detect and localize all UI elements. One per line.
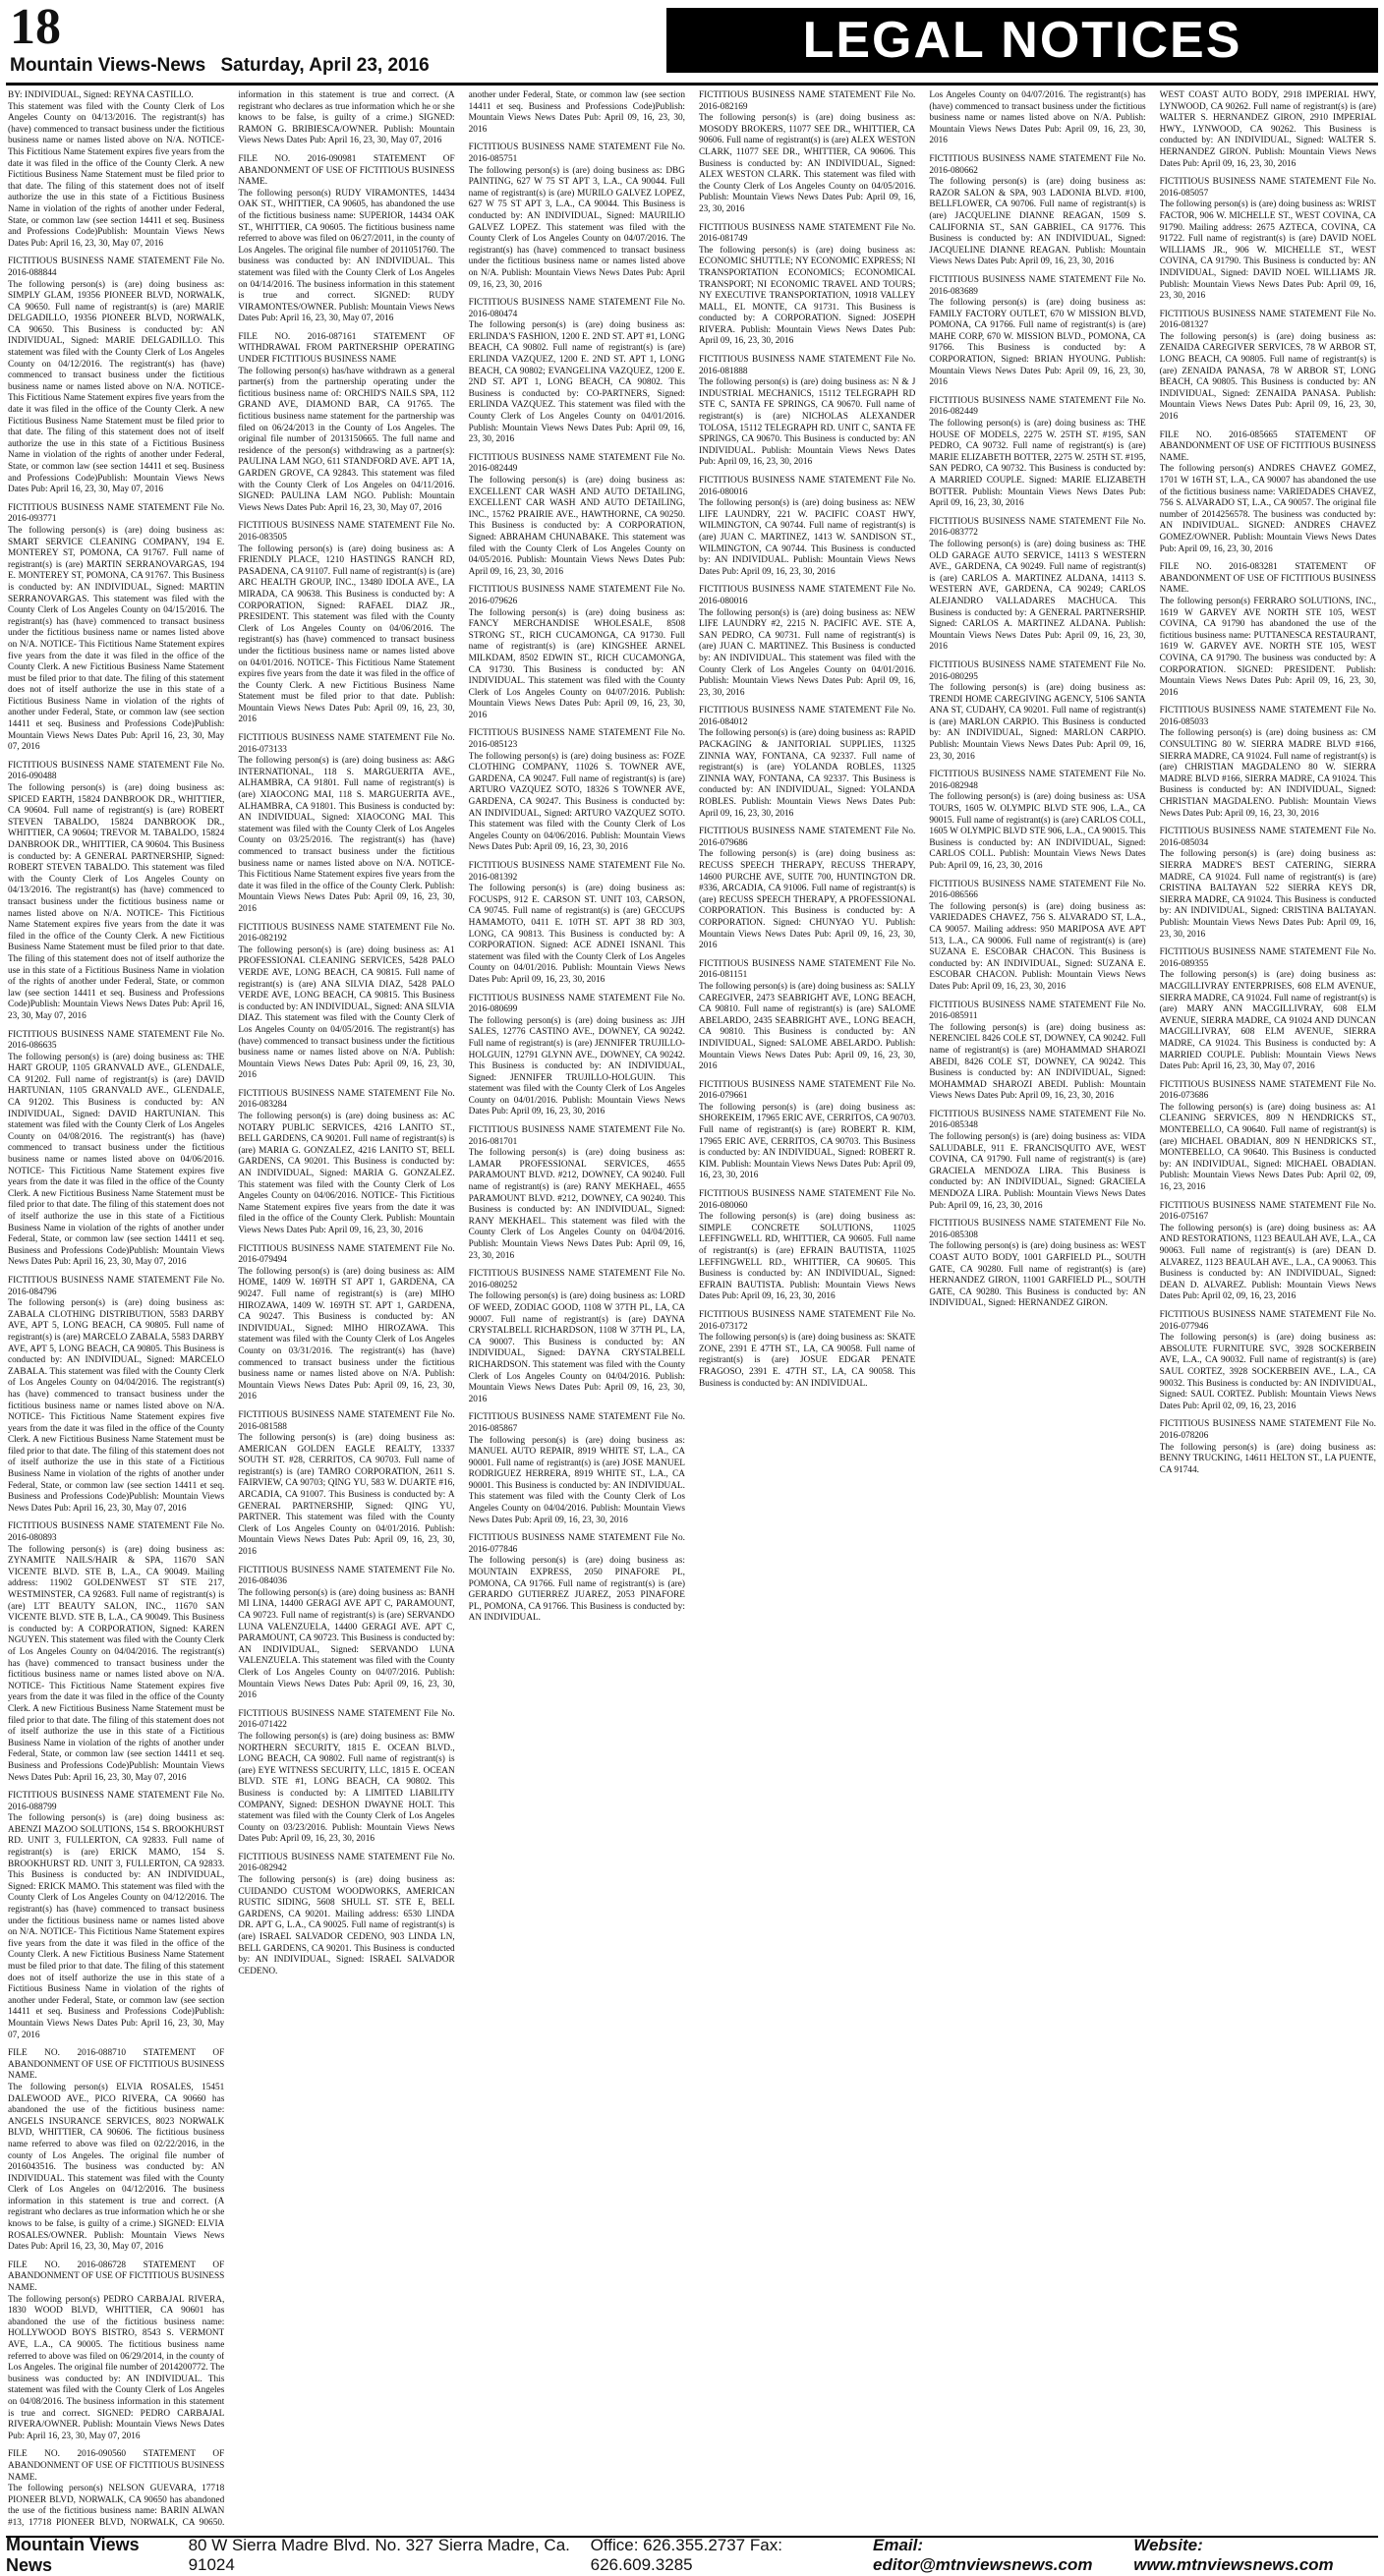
notice-heading: FICTITIOUS BUSINESS NAME STATEMENT File No. 2016-084012 <box>698 706 916 727</box>
legal-notice <box>699 706 915 820</box>
notice-body: The following person(s) is (are) doing business as: AIM HOME, 1409 W. 169TH ST APT 1, GARDENA, CA 90247. Full name of registrant(s) is (are) MIHO HIROZAWA, 1409 W. 169TH ST. APT 1, GARDENA, CA 90247. This Business is conducted by: AN INDIVIDUAL, Signed: MIHO HIROZAWA. This statement was filed with the County Clerk of Los Angeles County on 03/31/2016. The registrant(s) has (have) commenced to transact business under the fictitious business name or names listed above on N/A. Publish: Mountain Views News Dates Pub: April 09, 16, 23, 30, 2016 <box>238 1266 455 1402</box>
legal-notice <box>8 761 224 1023</box>
notice-heading: FICTITIOUS BUSINESS NAME STATEMENT File No. 2016-079661 <box>698 1079 916 1102</box>
notice-heading: FICTITIOUS BUSINESS NAME STATEMENT File No. 2016-079626 <box>468 585 685 606</box>
notice-body: The following person(s) PEDRO CARBAJAL RIVERA, 1830 WOOD BLVD, WHITTIER, CA 90601 has abandoned the use of the fictitious business name: HOLLYWOOD BOYS BISTRO, 8543 S. VERMONT AVE, L.A., CA 90005. The fictitious business name referred to above was filed on 06/29/2014, in the county of Los Angeles. The original file number of 2014200772. The business was conducted by: AN INDIVIDUAL. This statement was filed with the County Clerk of Los Angeles on 04/08/2016. The business information in this statement is true and correct. SIGNED: PEDRO CARBAJAL RIVERA/OWNER. Publish: Mountain Views News Dates Pub: April 16, 23, 30, May 07, 2016 <box>8 2294 225 2441</box>
notice-heading: FICTITIOUS BUSINESS NAME STATEMENT File No. 2016-082192 <box>238 922 455 945</box>
notice-heading: FICTITIOUS BUSINESS NAME STATEMENT File No. 2016-084796 <box>8 1275 225 1297</box>
notice-heading: FICTITIOUS BUSINESS NAME STATEMENT File No. 2016-081888 <box>698 355 916 376</box>
legal-notice <box>8 1791 224 2041</box>
notice-heading: FICTITIOUS BUSINESS NAME STATEMENT File No. 2016-082169 <box>698 90 916 112</box>
legal-notice <box>238 1410 454 1559</box>
notice-heading: FICTITIOUS BUSINESS NAME STATEMENT File No. 2016-086635 <box>8 1029 225 1052</box>
notice-heading: FICTITIOUS BUSINESS NAME STATEMENT File No. 2016-081327 <box>1159 309 1376 331</box>
legal-notice <box>699 585 915 699</box>
notice-body: The following person(s) is (are) doing business as: CM CONSULTING 80 W. SIERRA MADRE BLVD #166, SIERRA MADRE, CA 91024. Full name of registrant(s) is (are) CHRISTIAN MAGDALENO 80 W. SIERRA MADRE BLVD #166, SIERRA MADRE, CA 91024. This Business is conducted by: AN INDIVIDUAL, Signed: CHRISTIAN MAGDALENO. Publish: Mountain Views News Dates Pub: April 09, 16, 23, 30, 2016 <box>1159 728 1376 819</box>
notice-body: The following person(s) is (are) doing business as: AA AND RESTORATIONS, 1123 BEAULAH AVE, L.A., CA 90063. Full name of registrant(s) is (are) DEAN D. ALVAREZ, 1123 BEAULAH AVE., L.A., CA 90063. This Business is conducted by: AN INDIVIDUAL, Signed: DEAN D. ALVAREZ. Publish: Mountain Views News Dates Pub: April 02, 09, 16, 23, 2016 <box>1159 1223 1376 1302</box>
notice-heading: BY: INDIVIDUAL, Signed: REYNA CASTILLO. <box>8 90 194 100</box>
notice-body: The following person(s) is (are) doing business as: CUIDANDO CUSTOM WOODWORKS, AMERICAN RUSTIC SIDING, 5608 SHULL ST. STE E, BELL GARDENS, CA 90201. Mailing address: 6530 LINDA DR. APT G, L.A., CA 90025. Full name of registrant(s) is (are) ISRAEL SALVADOR CEDENO, 903 LINDA LN, BELL GARDENS, CA 90201. This Business is conducted by: AN INDIVIDUAL, Signed: ISRAEL SALVADOR CEDENO. <box>238 1875 455 1976</box>
legal-notice <box>238 1566 454 1702</box>
legal-notice <box>8 1030 224 1269</box>
legal-notice <box>929 517 1145 654</box>
legal-notice <box>699 1189 915 1303</box>
legal-notice <box>238 923 454 1082</box>
notice-heading: FICTITIOUS BUSINESS NAME STATEMENT File No. 2016-085034 <box>1159 827 1376 848</box>
notice-body: The following person(s) is (are) doing business as: SKATE ZONE, 2391 E 47TH ST., LA, CA 90058. Full name of registrant(s) is (are) JOSUE EDGAR PENATE FRAGOSO, 2391 E. 47TH ST., LA, CA 90058. This Business is conducted by: AN INDIVIDUAL. <box>698 1333 916 1389</box>
section-banner: LEGAL NOTICES <box>666 8 1378 73</box>
notice-heading: FICTITIOUS BUSINESS NAME STATEMENT File No. 2016-079686 <box>698 827 916 848</box>
footer-email[interactable]: Email: editor@mtnviewsnews.com <box>873 2536 1093 2574</box>
notice-body: The following person(s) is (are) doing business as: VIDA SALUDABLE, 911 E. FRANCISQUITO AVE, WEST COVINA, CA 91790. Full name of registrant(s) is (are) GRACIELA MENDOZA LIRA. This Business is conducted by: AN INDIVIDUAL, Signed: GRACIELA MENDOZA LIRA. Publish: Mountain Views News Dates Pub: April 09, 16, 23, 30, 2016 <box>929 1132 1146 1211</box>
legal-notice <box>1160 706 1376 820</box>
notice-body: The following person(s) is (are) doing business as: MOUNTAIN EXPRESS, 2050 PINAFORE PL, POMONA, CA 91766. Full name of registrant(s) is (are) GERARDO GUTIERREZ JUAREZ, 2053 PINAFORE PL, POMONA, CA 91766. This Business is conducted by: AN INDIVIDUAL. <box>468 1556 685 1624</box>
notice-heading: FICTITIOUS BUSINESS NAME STATEMENT File No. 2016-079494 <box>238 1243 455 1266</box>
notice-body: The following person(s) is (are) doing business as: FAMILY FACTORY OUTLET, 670 W MISSION BLVD, POMONA, CA 91766. Full name of registrant(s) is (are) MAHE CORP, 670 W. MISSION BLVD., POMONA, CA 91766. This Business is conducted by: A CORPORATION, Signed: BRIAN HYOUNG. Publish: Mountain Views News Dates Pub: April 09, 16, 23, 30, 2016 <box>929 298 1146 388</box>
notice-body: The following person(s) is (are) doing business as: DBG PAINTING, 627 W 75 ST APT 3, L.A., CA 90044. Full name of registrant(s) is (are) MURILO GALVEZ LOPEZ, 627 W 75 ST APT 3, L.A., CA 90044. This Business is conducted by: AN INDIVIDUAL, Signed: MAURILIO GALVEZ LOPEZ. This statement was filed with the County Clerk of Los Angeles County on 04/07/2016. The registrant(s) has (have) commenced to transact business under the fictitious business name or names listed above on N/A. Publish: Mountain Views News Dates Pub: April 09, 16, 23, 30, 2016 <box>468 165 685 290</box>
notice-body: The following person(s) is (are) doing business as: AC NOTARY PUBLIC SERVICES, 4216 LANITO ST., BELL GARDENS, CA 90201. Full name of registrant(s) is (are) MARIA G. GONZALEZ, 4216 LANITO ST, BELL GARDENS, CA 90201. This Business is conducted by: AN INDIVIDUAL, Signed: MARIA G. GONZALEZ. This statement was filed with the County Clerk of Los Angeles County on 04/06/2016. NOTICE- This Fictitious Name Statement expires five years from the date it was filed in the office of the County Clerk. Publish: Mountain Views News Dates Pub: April 09, 16, 23, 30, 2016 <box>238 1112 455 1235</box>
notice-body: The following person(s) is (are) doing business as: THE OLD GARAGE AUTO SERVICE, 14113 S WESTERN AVE., GARDENA, CA 90249. Full name of registrant(s) is (are) CARLOS A. MARTINEZ ALDANA, 14113 S. WESTERN AVE, GARDENA, CA 90249; CARLOS ALEJANDRO VALLADARES MACHUCA. This Business is conducted by: A GENERAL PARTNERSHIP. Signed: CARLOS A. MARTINEZ ALDANA. Publish: Mountain Views News Dates Pub: April 09, 16, 23, 30, 2016 <box>929 539 1146 653</box>
notice-body: The following person(s) is (are) doing business as: ZABALA CLOTHING DISTRIBUTION, 5583 DARBY AVE, APT 5, LONG BEACH, CA 90805. Full name of registrant(s) is (are) MARCELO ZABALA, 5583 DARBY AVE, APT 5, LONG BEACH, CA 90805. This Business is conducted by: AN INDIVIDUAL, Signed: MARCELO ZABALA. This statement was filed with the County Clerk of Los Angeles County on 04/04/2016. The registrant(s) has (have) commenced to transact business under the fictitious business name or names listed above on N/A. NOTICE- This Fictitious Name Statement expires five years from the date it was filed in the office of the County Clerk. A new Fictitious Business Name Statement must be filed prior to that date. The filing of this statement does not of itself authorize the use in this state of a Fictitious Business Name in violation of the rights of another under Federal, State, or common law (see section 14411 et seq. Business and Professions Code)Publish: Mountain Views News Dates Pub: April 16, 23, 30, May 07, 2016 <box>8 1298 225 1514</box>
legal-notice <box>469 90 685 136</box>
legal-notice <box>1160 310 1376 424</box>
notice-heading: FICTITIOUS BUSINESS NAME STATEMENT File No. 2016-086566 <box>929 879 1146 901</box>
notice-heading: FILE NO. 2016-086728 STATEMENT OF ABANDONMENT OF USE OF FICTITIOUS BUSINESS NAME. <box>8 2260 225 2294</box>
legal-notice <box>929 660 1145 763</box>
legal-notice <box>1160 430 1376 556</box>
notice-heading: FICTITIOUS BUSINESS NAME STATEMENT File No. 2016-082948 <box>929 770 1146 791</box>
notice-body: The following person(s) is (are) doing business as: ZENAIDA CAREGIVER SERVICES, 78 W ARBOR ST, LONG BEACH, CA 90805. Full name of registrant(s) is (are) ZENAIDA PANASA, 78 W ARBOR ST, LONG BEACH, CA 90805. This Business is conducted by: AN INDIVIDUAL, Signed: ZENAIDA PANASA. Publish: Mountain Views News Dates Pub: April 09, 16, 23, 30, 2016 <box>1159 331 1376 423</box>
legal-notice <box>1160 827 1376 941</box>
notice-body: another under Federal, State, or common law (see section 14411 et seq. Business and Professions Code)Publish: Mountain Views News Dates Pub: April 09, 16, 23, 30, 2016 <box>468 90 685 135</box>
notice-body: The following person(s) is (are) doing business as: MANUEL AUTO REPAIR, 8919 WHITE ST, L.A., CA 90001. Full name of registrant(s) is (are) JOSE MANUEL RODRIGUEZ HERRERA, 8919 WHITE ST., L.A., CA 90001. This Business is conducted by: AN INDIVIDUAL. This statement was filed with the County Clerk of Los Angeles County on 04/04/2016. Publish: Mountain Views News Dates Pub: April 09, 16, 23, 30, 2016 <box>468 1435 685 1525</box>
legal-notice <box>8 257 224 495</box>
notice-heading: FICTITIOUS BUSINESS NAME STATEMENT File No. 2016-082449 <box>929 395 1146 418</box>
legal-notice <box>1160 562 1376 699</box>
notice-heading: FICTITIOUS BUSINESS NAME STATEMENT File No. 2016-085057 <box>1159 177 1376 199</box>
legal-notice <box>469 1125 685 1262</box>
notice-body: The following person(s) is (are) doing business as: BMW NORTHERN SECURITY, 1815 E. OCEAN BLVD., LONG BEACH, CA 90802. Full name of registrant(s) is (are) EYE WITNESS SECURITY, LLC, 1815 E. OCEAN BLVD. STE #1, LONG BEACH, CA 90802. This Business is conducted by: A LIMITED LIABILITY COMPANY, Signed: DESHON DWAYNE HOLT. This statement was filed with the County Clerk of Los Angeles County on 03/23/2016. Publish: Mountain Views News Dates Pub: April 09, 16, 23, 30, 2016 <box>238 1731 455 1845</box>
notice-body: The following person(s) is (are) doing business as: ECONOMIC SHUTTLE; NY ECONOMIC EXPRESS; NI TRANSPORTATION ECONOMICS; ECONOMICAL TRANSPORT; NI ECONOMIC TRAVEL AND TOURS; NY EXECUTIVE TRANSPORTATION, 10918 VALLEY MALL, EL MONTE, CA 91731. This Business is conducted by: A CORPORATION. Signed: JOSEPH RIVERA. Publish: Mountain Views News Dates Pub: April 09, 16, 23, 30, 2016 <box>698 245 916 347</box>
legal-notice <box>238 1089 454 1237</box>
notice-body: The following person(s) is (are) doing business as: NEW LIFE LAUNDRY, 221 W. PACIFIC COAST HWY, WILMINGTON, CA 90744. Full name of registrant(s) is (are) JUAN C. MARTINEZ, 1413 W. SANDISON ST., WILMINGTON, CA 90744. This Business is conducted by: AN INDIVIDUAL. Publish: Mountain Views News Dates Pub: April 09, 16, 23, 30, 2016 <box>698 498 916 577</box>
notice-body: The following person(s) is (are) doing business as: A1 CLEANING SERVICES, 809 N HENDRICKS ST., MONTEBELLO, CA 90640. Full name of registrant(s) is (are) MICHAEL OBADIAN, 809 N HENDRICKS ST., MONTEBELLO, CA 90640. This Business is conducted by: AN INDIVIDUAL, Signed: MICHAEL OBADIAN. Publish: Mountain Views News Dates Pub: April 02, 09, 16, 23, 2016 <box>1159 1102 1376 1193</box>
notice-body: The following person(s) is (are) doing business as: TRENDI HOME CAREGIVING AGENCY, 5106 SANTA ANA ST, CUDAHY, CA 90201. Full name of registrant(s) is (are) MARLON CARPIO. This Business is conducted by: AN INDIVIDUAL, Signed: MARLON CARPIO. Publish: Mountain Views News Dates Pub: April 09, 16, 23, 30, 2016 <box>929 683 1146 762</box>
notice-heading: FILE NO. 2016-083281 STATEMENT OF ABANDONMENT OF USE OF FICTITIOUS BUSINESS NAME. <box>1159 562 1376 596</box>
legal-notice <box>1160 1080 1376 1194</box>
legal-notice <box>699 1080 915 1182</box>
notice-heading: FICTITIOUS BUSINESS NAME STATEMENT File No. 2016-080893 <box>8 1521 225 1544</box>
notice-heading: FICTITIOUS BUSINESS NAME STATEMENT File No. 2016-075167 <box>1159 1200 1376 1223</box>
notice-body: The following person(s) is (are) doing business as: SPICED EARTH, 15824 DANBROOK DR., WHITTIER, CA 90604. Full name of registrant(s) is (are) ROBERT STEVEN TABALDO, 15824 DANBROOK DR., WHITTIER, CA 90604; TREVOR M. TABALDO, 15824 DANBROOK DR., WHITTIER, CA 90604. This Business is conducted by: A GENERAL PARTNERSHIP, Signed: ROBERT STEVEN TABALDO. This statement was filed with the County Clerk of Los Angeles County on 04/13/2016. The registrant(s) has (have) commenced to transact business under the fictitious business name or names listed above on N/A. NOTICE- This Fictitious Name Statement expires five years from the date it was filed in the office of the County Clerk. A new Fictitious Business Name Statement must be filed prior to that date. The filing of this statement does not of itself authorize the use in this state of a Fictitious Business Name in violation of the rights of another under Federal, State, or common law (see section 14411 et seq. Business and Professions Code)Publish: Mountain Views News Dates Pub: April 16, 23, 30, May 07, 2016 <box>8 783 225 1021</box>
notice-body: The following person(s) is (are) doing business as: NERENCIEL 8426 COLE ST, DOWNEY, CA 90242. Full name of registrant(s) is (are) MOHAMMAD SHAROZI ABEDI, 8426 COLE ST, DOWNEY, CA 90242. This Business is conducted by: AN INDIVIDUAL, Signed: MOHAMMAD SHAROZI ABEDI. Publish: Mountain Views News Dates Pub: April 09, 16, 23, 30, 2016 <box>929 1022 1146 1102</box>
publication-line <box>10 55 430 77</box>
legal-notice <box>469 143 685 291</box>
legal-notice <box>8 1521 224 1784</box>
notice-body: The following person(s) is (are) doing business as: ERLINDA'S FASHION, 1200 E. 2ND ST. APT #1, LONG BEACH, CA 90802. Full name of registrant(s) is (are) ERLINDA VAZQUEZ, 1200 E. 2ND ST. APT 1, LONG BEACH, CA 90802; EVANGELINA VAZQUEZ, 1200 E. 2ND ST. APT 1, LONG BEACH, CA 90802. This Business is conducted by: CO-PARTNERS, Signed: ERLINDA VAZQUEZ. This statement was filed with the County Clerk of Los Angeles County on 04/01/2016. Publish: Mountain Views News Dates Pub: April 09, 16, 23, 30, 2016 <box>468 320 685 445</box>
notice-heading: FICTITIOUS BUSINESS NAME STATEMENT File No. 2016-085348 <box>929 1109 1146 1131</box>
legal-notice <box>469 298 685 446</box>
notice-heading: FICTITIOUS BUSINESS NAME STATEMENT File No. 2016-080016 <box>698 476 916 497</box>
masthead <box>6 0 1378 83</box>
notice-body: The following person(s) is (are) doing business as: VARIEDADES CHAVEZ, 756 S. ALVARADO ST, L.A., CA 90057. Mailing address: 950 MARIPOSA AVE APT 513, L.A., CA 90006. Full name of registrant(s) is (are) SUZANA E. ESCOBAR CHACON. This Business is conducted by: AN INDIVIDUAL, Signed: SUZANA E. ESCOBAR CHACON. Publish: Mountain Views News Dates Pub: April 09, 16, 23, 30, 2016 <box>929 901 1146 992</box>
notice-body: The following person(s) is (are) doing business as: ABSOLUTE FURNITURE SVC, 3928 SOCKERBEIN AVE, L.A., CA 90032. Full name of registrant(s) is (are) SAUL CORTEZ, 3928 SOCKERBEIN AVE., L.A., CA 90032. This Business is conducted by: AN INDIVIDUAL, Signed: SAUL CORTEZ. Publish: Mountain Views News Dates Pub: April 02, 09, 16, 23, 2016 <box>1159 1333 1376 1411</box>
notice-heading: FICTITIOUS BUSINESS NAME STATEMENT File No. 2016-080295 <box>929 659 1146 682</box>
legal-notice <box>469 585 685 721</box>
notice-body: The following person(s) is (are) doing business as: BENNY TRUCKING, 14611 HELTON ST., LA PUENTE, CA 91744. <box>1159 1442 1376 1475</box>
notice-heading: FICTITIOUS BUSINESS NAME STATEMENT File No. 2016-077846 <box>468 1533 685 1555</box>
notice-body: The following person(s) is (are) doing business as: FANCY MERCHANDISE WHOLESALE, 8508 STRONG ST., RICH CUCAMONGA, CA 91730. Full name of registrant(s) is (are) KINGSHEE ARNEL MILKDAM, 8502 EDWIN ST., RICH CUCAMONGA, CA 91730. This Business is conducted by: AN INDIVIDUAL. This statement was filed with the County Clerk of Los Angeles County on 04/07/2016. Publish: Mountain Views News Dates Pub: April 09, 16, 23, 30, 2016 <box>468 607 685 720</box>
notice-body: The following person(s) is (are) doing business as: A1 PROFESSIONAL CLEANING SERVICES, 5428 PALO VERDE AVE, LONG BEACH, CA 90815. Full name of registrant(s) is (are) ANA SILVIA DIAZ, 5428 PALO VERDE AVE, LONG BEACH, CA 90815. This Business is conducted by: AN INDIVIDUAL, Signed: ANA SILVIA DIAZ. This statement was filed with the County Clerk of Los Angeles County on 04/05/2016. The registrant(s) has (have) commenced to transact business under the fictitious business name or names listed above on N/A. Publish: Mountain Views News Dates Pub: April 09, 16, 23, 30, 2016 <box>238 945 455 1081</box>
notice-body: The following person(s) is (are) doing business as: N & J INDUSTRIAL MECHANICS, 15112 TELEGRAPH RD STE C, SANTA FE SPRINGS, CA 90670. Full name of registrant(s) is (are) NICHOLAS ALEXANDER TOLOSA, 15112 TELEGRAPH RD. UNIT C, SANTA FE SPRINGS, CA 90670. This Business is conducted by: AN INDIVIDUAL. Publish: Mountain Views News Dates Pub: April 09, 16, 23, 30, 2016 <box>698 377 916 468</box>
notice-heading: FICTITIOUS BUSINESS NAME STATEMENT File No. 2016-088799 <box>8 1791 225 1812</box>
notice-heading: FICTITIOUS BUSINESS NAME STATEMENT File No. 2016-093771 <box>8 502 225 525</box>
legal-notice <box>469 1412 685 1526</box>
legal-notice <box>929 1001 1145 1103</box>
notice-heading: FICTITIOUS BUSINESS NAME STATEMENT File No. 2016-080252 <box>468 1269 685 1290</box>
notice-heading: FICTITIOUS BUSINESS NAME STATEMENT File No. 2016-080662 <box>929 153 1146 176</box>
legal-notice <box>929 154 1145 268</box>
masthead-rule <box>6 83 1378 86</box>
column-6 <box>1160 90 1376 2528</box>
notice-body: This statement was filed with the County Clerk of Los Angeles County on 04/13/2016. The registrant(s) has (have) commenced to transact business under the fictitious business name or names listed above on N/A. NOTICE- This Fictitious Name Statement expires five years from the date it was filed in the office of the County Clerk. A new Fictitious Business Name Statement must be filed prior to that date. The filing of this statement does not of itself authorize the use in this state of a Fictitious Business Name in violation of the rights of another under Federal, State, or common law (see section 14411 et seq. Business and Professions Code)Publish: Mountain Views News Dates Pub: April 16, 23, 30, May 07, 2016 <box>8 101 225 249</box>
notice-body: The following person(s) NELSON GUEVARA, 17718 PIONEER BLVD, NORWALK, CA 90650 has abandoned the use of the fictitious business name: BARIN ALWAN #13, 17718 PIONEER BLVD, NORWALK, CA 90650. <box>8 2484 225 2528</box>
column-4 <box>699 90 915 2528</box>
notice-heading: FILE NO. 2016-090560 STATEMENT OF ABANDONMENT OF USE OF FICTITIOUS BUSINESS NAME. <box>8 2449 225 2483</box>
legal-notice <box>699 827 915 952</box>
notice-body: The following person(s) is (are) doing business as: LAMAR PROFESSIONAL SERVICES, 4655 PARAMOUNT BLVD. #212, DOWNEY, CA 90240. Full name of registrant(s) is (are) RANY MEKHAEL, 4655 PARAMOUNT BLVD. #212, DOWNEY, CA 90240. This Business is conducted by: AN INDIVIDUAL, Signed: RANY MEKHAEL. This statement was filed with the County Clerk of Los Angeles County on 04/04/2016. Publish: Mountain Views News Dates Pub: April 09, 16, 23, 30, 2016 <box>468 1148 685 1261</box>
legal-notice <box>699 223 915 349</box>
notice-body: The following person(s) is (are) doing business as: LORD OF WEED, ZODIAC GOOD, 1108 W 37TH PL, LA, CA 90007. Full name of registrant(s) is (are) DAYNA CRYSTALBELL RICHARDSON, 1108 W 37TH PL, LA, CA 90007. This Business is conducted by: AN INDIVIDUAL, Signed: DAYNA CRYSTALBELL RICHARDSON. This statement was filed with the County Clerk of Los Angeles County on 04/04/2016. Publish: Mountain Views News Dates Pub: April 09, 16, 23, 30, 2016 <box>468 1291 685 1404</box>
publication-name: Mountain Views-News <box>10 55 206 76</box>
legal-notice <box>929 90 1145 147</box>
notice-heading: FICTITIOUS BUSINESS NAME STATEMENT File No. 2016-077946 <box>1159 1309 1376 1332</box>
notice-heading: FICTITIOUS BUSINESS NAME STATEMENT File No. 2016-088844 <box>8 257 225 278</box>
legal-notice <box>8 90 224 250</box>
notice-heading: FICTITIOUS BUSINESS NAME STATEMENT File No. 2016-073686 <box>1159 1079 1376 1102</box>
legal-notice <box>1160 177 1376 303</box>
legal-notice <box>1160 1201 1376 1303</box>
notice-heading: FICTITIOUS BUSINESS NAME STATEMENT File No. 2016-085308 <box>929 1219 1146 1240</box>
legal-notice <box>469 728 685 854</box>
legal-notice <box>238 1709 454 1846</box>
legal-notice <box>1160 947 1376 1073</box>
legal-notice <box>238 90 454 147</box>
notice-heading: FICTITIOUS BUSINESS NAME STATEMENT File No. 2016-082942 <box>238 1852 455 1874</box>
notice-heading: FICTITIOUS BUSINESS NAME STATEMENT File No. 2016-083284 <box>238 1088 455 1111</box>
notice-heading: FICTITIOUS BUSINESS NAME STATEMENT File No. 2016-080060 <box>698 1189 916 1211</box>
notice-body: The following person(s) is (are) doing business as: A&G INTERNATIONAL, 118 S. MARGUERITA AVE., ALHAMBRA, CA 91801. Full name of registrant(s) is (are) XIAOCONG MAI, 118 S. MARGUERITA AVE., ALHAMBRA, CA 91801. This Business is conducted by: AN INDIVIDUAL, Signed: XIAOCONG MAI. This statement was filed with the County Clerk of Los Angeles County on 03/25/2016. The registrant(s) has (have) commenced to transact business under the fictitious business name or names listed above on N/A. NOTICE- This Fictitious Name Statement expires five years from the date it was filed in the office of the County Clerk. Publish: Mountain Views News Dates Pub: April 09, 16, 23, 30, 2016 <box>238 756 455 914</box>
footer-contact: Office: 626.355.2737 Fax: 626.609.3285 <box>590 2536 782 2574</box>
notice-heading: FICTITIOUS BUSINESS NAME STATEMENT File No. 2016-081392 <box>468 861 685 883</box>
notice-body: The following person(s) is (are) doing business as: A FRIENDLY PLACE, 1210 HASTINGS RANCH RD, PASADENA, CA 91107. Full name of registrant(s) is (are) ARC HEALTH GROUP, INC., 13480 IDOLA AVE., LA MIRADA, CA 90638. This Business is conducted by: A CORPORATION, Signed: RAFAEL DIAZ JR., PRESIDENT. This statement was filed with the County Clerk of Los Angeles County on 04/06/2016. The registrant(s) has (have) commenced to transact business under the fictitious business name or names listed above on 04/01/2016. NOTICE- This Fictitious Name Statement expires five years from the date it was filed in the office of the County Clerk. A new Fictitious Business Name Statement must be filed prior to that date. Publish: Mountain Views News Dates Pub: April 09, 16, 23, 30, 2016 <box>238 544 455 725</box>
notice-heading: FICTITIOUS BUSINESS NAME STATEMENT File No. 2016-085033 <box>1159 706 1376 727</box>
notice-heading: FILE NO. 2016-085665 STATEMENT OF ABANDONMENT OF USE OF FICTITIOUS BUSINESS NAME. <box>1159 429 1376 463</box>
notice-body: The following person(s) is (are) doing business as: FOZE CLOTHING COMPANY, 11026 S. TOWNER AVE, GARDENA, CA 90247. Full name of registrant(s) is (are) ARTURO VAZQUEZ SOTO, 18326 S TOWNER AVE, GARDENA, CA 90247. This Business is conducted by: AN INDIVIDUAL, Signed: ARTURO VAZQUEZ SOTO. This statement was filed with the County Clerk of Los Angeles County on 04/06/2016. Publish: Mountain Views News Dates Pub: April 09, 16, 23, 30, 2016 <box>468 751 685 853</box>
notice-heading: FICTITIOUS BUSINESS NAME STATEMENT File No. 2016-083505 <box>238 521 455 543</box>
notice-body: information in this statement is true and correct. (A registrant who declares as true information which he or she knows to be false, is guilty of a crime.) SIGNED: RAMON G. BRIBIESCA/OWNER. Publish: Mountain Views News Dates Pub: April 16, 23, 30, May 07, 2016 <box>238 90 455 146</box>
column-5 <box>929 90 1145 2528</box>
legal-notice <box>469 453 685 579</box>
notice-columns <box>8 90 1376 2528</box>
notice-body: The following person(s) is (are) doing business as: RAPID PACKAGING & JANITORIAL SUPPLIES, 11325 ZINNIA WAY, FONTANA, CA 92337. Full name of registrant(s) is (are) YOLANDA ROBLES, 11325 ZINNIA WAY, FONTANA, CA 92337. This Business is conducted by: AN INDIVIDUAL, Signed: YOLANDA ROBLES. Publish: Mountain Views News Dates Pub: April 09, 16, 23, 30, 2016 <box>698 728 916 819</box>
notice-heading: FICTITIOUS BUSINESS NAME STATEMENT File No. 2016-081588 <box>238 1409 455 1432</box>
legal-notice <box>238 521 454 726</box>
notice-heading: FICTITIOUS BUSINESS NAME STATEMENT File No. 2016-071422 <box>238 1708 455 1731</box>
notice-heading: FICTITIOUS BUSINESS NAME STATEMENT File No. 2016-081151 <box>698 958 916 981</box>
legal-notice <box>238 1244 454 1403</box>
notice-body: The following person(s) is (are) doing business as: BANH MI LINA, 14400 GERAGI AVE APT C, PARAMOUNT, CA 90723. Full name of registrant(s) is (are) SERVANDO LUNA VALENZUELA, 14400 GERAGI AVE. APT C, PARAMOUNT, CA 90723. This Business is conducted by: AN INDIVIDUAL, Signed: SERVANDO LUNA VALENZUELA. This statement was filed with the County Clerk of Los Angeles County on 04/07/2016. Publish: Mountain Views News Dates Pub: April 09, 16, 23, 30, 2016 <box>238 1587 455 1701</box>
notice-heading: FILE NO. 2016-087161 STATEMENT OF WITHDRAWAL FROM PARTNERSHIP OPERATING UNDER FICTITIOUS BUSINESS NAME <box>238 331 455 366</box>
footer <box>6 2535 1378 2575</box>
legal-notice <box>929 880 1145 994</box>
legal-notice <box>469 994 685 1119</box>
notice-body: The following person(s) is (are) doing business as: NEW LIFE LAUNDRY #2, 2215 N. PACIFIC AVE. STE A, SAN PEDRO, CA 90731. Full name of registrant(s) is (are) JUAN C. MARTINEZ. This Business is conducted by: AN INDIVIDUAL. This statement was filed with the County Clerk of Los Angeles County on 04/01/2016. Publish: Mountain Views News Dates Pub: April 09, 16, 23, 30, 2016 <box>698 607 916 698</box>
notice-heading: FICTITIOUS BUSINESS NAME STATEMENT File No. 2016-082449 <box>468 452 685 475</box>
notice-heading: FICTITIOUS BUSINESS NAME STATEMENT File No. 2016-085751 <box>468 143 685 164</box>
notice-heading: FICTITIOUS BUSINESS NAME STATEMENT File No. 2016-073172 <box>698 1309 916 1332</box>
notice-heading: FICTITIOUS BUSINESS NAME STATEMENT File No. 2016-081749 <box>698 222 916 245</box>
notice-body: The following person(s) is (are) doing business as: FOCUSPS, 912 E. CARSON ST. UNIT 103, CARSON, CA 90745. Full name of registrant(s) is (are) GECCUPS HAMAMOTO, 0411 E. 10TH ST. APT 38 RD 303, LONG, CA 90813. This Business is conducted by: A CORPORATION. Signed: ACE ADNEI ISNANI. This statement was filed with the County Clerk of Los Angeles County on 04/01/2016. Publish: Mountain Views News Dates Pub: April 09, 16, 23, 30, 2016 <box>468 884 685 985</box>
notice-heading: FICTITIOUS BUSINESS NAME STATEMENT File No. 2016-084036 <box>238 1565 455 1587</box>
legal-notice <box>1160 90 1376 170</box>
publication-date: Saturday, April 23, 2016 <box>220 55 430 76</box>
notice-body: The following person(s) is (are) doing business as: MOSODY BROKERS, 11077 SEE DR., WHITTIER, CA 90606. Full name of registrant(s) is (are) ALEX WESTON CLARK, 11077 SEE DR., WHITTIER, CA 90606. This Business is conducted by: AN INDIVIDUAL, Signed: ALEX WESTON CLARK. This statement was filed with the County Clerk of Los Angeles County on 04/05/2016. Publish: Mountain Views News Dates Pub: April 09, 16, 23, 30, 2016 <box>698 113 916 214</box>
notice-heading: FILE NO. 2016-090981 STATEMENT OF ABANDONMENT OF USE OF FICTITIOUS BUSINESS NAME. <box>238 153 455 188</box>
notice-body: The following person(s) is (are) doing business as: SIMPLY GLAM, 19356 PIONEER BLVD, NORWALK, CA 90650. Full name of registrant(s) is (are) MARIE DELGADILLO, 19356 PIONEER BLVD, NORWALK, CA 90650. This Business is conducted by: AN INDIVIDUAL, Signed: MARIE DELGADILLO. This statement was filed with the County Clerk of Los Angeles County on 04/12/2016. The registrant(s) has (have) commenced to transact business under the fictitious business name or names listed above on N/A. NOTICE- This Fictitious Name Statement expires five years from the date it was filed in the office of the County Clerk. A new Fictitious Business Name Statement must be filed prior to that date. The filing of this statement does not of itself authorize the use in this state of a Fictitious Business Name in violation of the rights of another under Federal, State, or common law (see section 14411 et seq. Business and Professions Code)Publish: Mountain Views News Dates Pub: April 16, 23, 30, May 07, 2016 <box>8 279 225 495</box>
legal-notice <box>699 1310 915 1390</box>
legal-notice <box>238 1853 454 1978</box>
notice-heading: FICTITIOUS BUSINESS NAME STATEMENT File No. 2016-089355 <box>1159 947 1376 969</box>
legal-notice <box>469 861 685 987</box>
legal-notice <box>929 1110 1145 1212</box>
legal-notice <box>8 2048 224 2254</box>
column-3 <box>469 90 685 2528</box>
notice-body: The following person(s) is (are) doing business as: THE HART GROUP, 1105 GRANVALD AVE., GLENDALE, CA 91202. Full name of registrant(s) is (are) DAVID HARTUNIAN, 1105 GRANVALD AVE., GLENDALE, CA 91202. This Business is conducted by: AN INDIVIDUAL, Signed: DAVID HARTUNIAN. This statement was filed with the County Clerk of Los Angeles County on 04/08/2016. The registrant(s) has (have) commenced to transact business under the fictitious business name or names listed above on 04/06/2016. NOTICE- This Fictitious Name Statement expires five years from the date it was filed in the office of the County Clerk. A new Fictitious Business Name Statement must be filed prior to that date. The filing of this statement does not of itself authorize the use in this state of a Fictitious Business Name in violation of the rights of another under Federal, State, or common law (see section 14411 et seq. Business and Professions Code)Publish: Mountain Views News Dates Pub: April 16, 23, 30, May 07, 2016 <box>8 1052 225 1268</box>
notice-body: The following person(s) is (are) doing business as: WRIST FACTOR, 906 W. MICHELLE ST., WEST COVINA, CA 91790. Mailing address: 2675 AZTECA, COVINA, CA 91722. Full name of registrant(s) is (are) DAVID NOEL WILLIAMS JR., 906 W. MICHELLE ST., WEST COVINA, CA 91790. This Business is conducted by: AN INDIVIDUAL, Signed: DAVID NOEL WILLIAMS JR. Publish: Mountain Views News Dates Pub: April 09, 16, 23, 30, 2016 <box>1159 200 1376 302</box>
notice-heading: FICTITIOUS BUSINESS NAME STATEMENT File No. 2016-073133 <box>238 733 455 755</box>
notice-body: The following person(s) has/have withdrawn as a general partner(s) from the partnership operating under the fictitious business name of: ORCHID'S NAILS SPA, 112 GRAND AVE, DIAMOND BAR, CA 91765. The fictitious business name statement for the partnership was filed on 06/24/2013 in the County of Los Angeles. The original file number of 2013150665. The full name and residence of the person(s) withdrawing as a partner(s): PAULINA LAM NGO, 611 STANDFORD AVE. APT 1A, GARDEN GROVE, CA 92843. This statement was filed with the County Clerk of Los Angeles on 04/11/2016. SIGNED: PAULINA LAM NGO. Publish: Mountain Views News Dates Pub: April 16, 23, 30, May 07, 2016 <box>238 366 455 513</box>
legal-notice <box>8 503 224 754</box>
notice-heading: FICTITIOUS BUSINESS NAME STATEMENT File No. 2016-083772 <box>929 516 1146 539</box>
legal-notice <box>238 154 454 325</box>
notice-body: The following person(s) is (are) doing business as: THE HOUSE OF MODELS, 2275 W. 25TH ST. #195, SAN PEDRO, CA 90732. Full name of registrant(s) is (are) MARIE ELIZABETH BOTTER, 2275 W. 25TH ST. #195, SAN PEDRO, CA 90732. This Business is conducted by: A MARRIED COUPLE. Signed: MARIE ELIZABETH BOTTER. Publish: Mountain Views News Dates Pub: April 09, 16, 23, 30, 2016 <box>929 419 1146 509</box>
legal-notice <box>1160 1419 1376 1476</box>
legal-notice <box>8 2449 224 2528</box>
notice-body: The following person(s) is (are) doing business as: MACGILLIVRAY ENTERPRISES, 608 ELM AVENUE, SIERRA MADRE, CA 91024. Full name of registrant(s) is (are) MARY ANN MACGILLIVRAY, 608 ELM AVENUE, SIERRA MADRE, CA 91024 AND DUNCAN MACGILLIVRAY, 608 ELM AVENUE, SIERRA MADRE, CA 91024. This Business is conducted by: A MARRIED COUPLE. Publish: Mountain Views News Dates Pub: April 16, 23, 30, May 07, 2016 <box>1159 970 1376 1072</box>
notice-heading: FICTITIOUS BUSINESS NAME STATEMENT File No. 2016-080016 <box>698 585 916 606</box>
notice-body: The following person(s) ELVIA ROSALES, 15451 DALEWOOD AVE., PICO RIVERA, CA 90660 has abandoned the use of the fictitious business name: ANGELS INSURANCE SERVICES, 8023 NORWALK BLVD, WHITTIER, CA 90606. The fictitious business name referred to above was filed on 02/22/2016, in the county of Los Angeles. The original file number of 2016043516. The business was conducted by: AN INDIVIDUAL. This statement was filed with the County Clerk of Los Angeles on 04/12/2016. The business information in this statement is true and correct. (A registrant who declares as true information which he or she knows to be false, is guilty of a crime.) SIGNED: ELVIA ROSALES/OWNER. Publish: Mountain Views News Dates Pub: April 16, 23, 30, May 07, 2016 <box>8 2082 225 2253</box>
notice-heading: FICTITIOUS BUSINESS NAME STATEMENT File No. 2016-085123 <box>468 728 685 751</box>
footer-paper-name: Mountain Views News <box>6 2535 140 2575</box>
notice-heading: FICTITIOUS BUSINESS NAME STATEMENT File No. 2016-083689 <box>929 274 1146 297</box>
notice-body: The following person(s) is (are) doing business as: SIERRA MADRE'S BEST CATERING, SIERRA MADRE, CA 91024. Full name of registrant(s) is (are) CRISTINA BALTAYAN 522 SIERRA KEYS DR, SIERRA MADRE, CA 91024. This Business is conducted by: AN INDIVIDUAL, Signed: CRISTINA BALTAYAN. Publish: Mountain Views News Dates Pub: April 09, 16, 23, 30, 2016 <box>1159 849 1376 940</box>
notice-body: The following person(s) RUDY VIRAMONTES, 14434 OAK ST., WHITTIER, CA 90605, has abandoned the use of the fictitious business name: SUPERIOR, 14434 OAK ST., WHITTIER, CA 90605. The fictitious business name referred to above was filed on 06/27/2011, in the county of Los Angeles. The original file number of 2011051760. The business was conducted by: AN INDIVIDUAL. This statement was filed with the County Clerk of Los Angeles on 04/14/2016. The business information in this statement is true and correct. SIGNED: RUDY VIRAMONTES/OWNER. Publish: Mountain Views News Dates Pub: April 16, 23, 30, May 07, 2016 <box>238 188 455 324</box>
notice-body: Los Angeles County on 04/07/2016. The registrant(s) has (have) commenced to transact business under the fictitious business name or names listed above on N/A. Publish: Mountain Views News Dates Pub: April 09, 16, 23, 30, 2016 <box>929 90 1146 146</box>
legal-notice <box>8 1276 224 1515</box>
legal-notice <box>929 396 1145 510</box>
notice-body: The following person(s) is (are) doing business as: ABENZI MAZOO SOLUTIONS, 154 S. BROOKHURST RD. UNIT 3, FULLERTON, CA 92833. Full name of registrant(s) is (are) ERICK MAMO, 154 S. BROOKHURST RD. UNIT 3, FULLERTON, CA 92833. This Business is conducted by: AN INDIVIDUAL, Signed: ERICK MAMO. This statement was filed with the County Clerk of Los Angeles County on 04/12/2016. The registrant(s) has (have) commenced to transact business under the fictitious business name or names listed above on N/A. NOTICE- This Fictitious Name Statement expires five years from the date it was filed in the office of the County Clerk. A new Fictitious Business Name Statement must be filed prior to that date. The filing of this statement does not of itself authorize the use in this state of a Fictitious Business Name in violation of the rights of another under Federal, State, or common law (see section 14411 et seq. Business and Professions Code)Publish: Mountain Views News Dates Pub: April 16, 23, 30, May 07, 2016 <box>8 1813 225 2040</box>
legal-notice <box>699 959 915 1073</box>
notice-heading: FICTITIOUS BUSINESS NAME STATEMENT File No. 2016-090488 <box>8 760 225 782</box>
notice-heading: FICTITIOUS BUSINESS NAME STATEMENT File No. 2016-080474 <box>468 298 685 319</box>
notice-heading: FICTITIOUS BUSINESS NAME STATEMENT File No. 2016-085911 <box>929 1000 1146 1022</box>
notice-body: The following person(s) is (are) doing business as: SMART SERVICE CLEANING COMPANY, 194 E. MONTEREY ST, POMONA, CA 91767. Full name of registrant(s) is (are) MARTIN SERRANOVARGAS, 194 E. MONTEREY ST, POMONA, CA 91767. This Business is conducted by: AN INDIVIDUAL, Signed: MARTIN SERRANOVARGAS. This statement was filed with the County Clerk of Los Angeles County on 04/15/2016. The registrant(s) has (have) commenced to transact business under the fictitious business name or names listed above on N/A. NOTICE- This Fictitious Name Statement expires five years from the date it was filed in the office of the County Clerk. A new Fictitious Business Name Statement must be filed prior to that date. The filing of this statement does not of itself authorize the use in this state of a Fictitious Business Name in violation of the rights of another under Federal, State, or common law (see section 14411 et seq. Business and Professions Code)Publish: Mountain Views News Dates Pub: April 16, 23, 30, May 07, 2016 <box>8 525 225 753</box>
column-2 <box>238 90 454 2528</box>
notice-body: The following person(s) is (are) doing business as: EXCELLENT CAR WASH AND AUTO DETAILING, EXCELLENT CAR WASH AND AUTO DETAILING, INC., 15762 PRAIRIE AVE., HAWTHORNE, CA 90250. This Business is conducted by: A CORPORATION, Signed: ABRAHAM CHUNABAKE. This statement was filed with the County Clerk of Los Angeles County on 04/05/2016. Publish: Mountain Views News Dates Pub: April 09, 16, 23, 30, 2016 <box>468 476 685 577</box>
column-1 <box>8 90 224 2528</box>
notice-body: The following person(s) is (are) doing business as: AMERICAN GOLDEN EAGLE REALTY, 13337 SOUTH ST. #28, CERRITOS, CA 90703. Full name of registrant(s) is (are) TAMRO CORPORATION, 2611 S. FAIRVIEW, CA 90703; QING YU, 583 W. DUARTE #16, ARCADIA, CA 91007. This Business is conducted by: A GENERAL PARTNERSHIP, Signed: QING YU, PARTNER. This statement was filed with the County Clerk of Los Angeles County on 04/01/2016. Publish: Mountain Views News Dates Pub: April 09, 16, 23, 30, 2016 <box>238 1433 455 1558</box>
notice-body: The following person(s) ANDRES CHAVEZ GOMEZ, 1701 W 16TH ST, L.A., CA 90007 has abandoned the use of the fictitious business name: VARIEDADES CHAVEZ, 756 S. ALVARADO ST, L.A., CA 90057. The original file number of 2014256578. The business was conducted by: AN INDIVIDUAL. SIGNED: ANDRES CHAVEZ GOMEZ/OWNER. Publish: Mountain Views News Dates Pub: April 09, 16, 23, 30, 2016 <box>1159 464 1376 554</box>
footer-website[interactable]: Website: www.mtnviewsnews.com <box>1133 2536 1334 2574</box>
notice-body: The following person(s) is (are) doing business as: SALLY CAREGIVER, 2473 SEABRIGHT AVE, LONG BEACH, CA 90810. Full name of registrant(s) is (are) SALOME ABELARDO, 2435 SEABRIGHT AVE., LONG BEACH, CA 90810. This Business is conducted by: AN INDIVIDUAL, Signed: SALOME ABELARDO. Publish: Mountain Views News Dates Pub: April 09, 16, 23, 30, 2016 <box>698 981 916 1072</box>
notice-heading: FILE NO. 2016-088710 STATEMENT OF ABANDONMENT OF USE OF FICTITIOUS BUSINESS NAME. <box>8 2048 225 2082</box>
legal-notice <box>1160 1310 1376 1412</box>
legal-notice <box>699 90 915 216</box>
legal-notice <box>929 1219 1145 1310</box>
notice-body: The following person(s) is (are) doing business as: SHOREKEIM, 17965 ERIC AVE, CERRITOS, CA 90703. Full name of registrant(s) is (are) ROBERT R. KIM, 17965 ERIC AVE, CERRITOS, CA 90703. This Business is conducted by: AN INDIVIDUAL, Signed: ROBERT R. KIM. Publish: Mountain Views News Dates Pub: April 09, 16, 23, 30, 2016 <box>698 1102 916 1181</box>
legal-notice <box>699 476 915 578</box>
notice-body: WEST COAST AUTO BODY, 2918 IMPERIAL HWY, LYNWOOD, CA 90262. Full name of registrant(s) is (are) WALTER S. HERNANDEZ GIRON, 2910 IMPERIAL HWY., LYNWOOD, CA 90262. This Business is conducted by: AN INDIVIDUAL, Signed: WALTER S. HERNANDEZ GIRON. Publish: Mountain Views News Dates Pub: April 09, 16, 23, 30, 2016 <box>1159 90 1376 169</box>
legal-notice <box>238 733 454 916</box>
legal-notice <box>699 355 915 469</box>
notice-heading: FICTITIOUS BUSINESS NAME STATEMENT File No. 2016-085867 <box>468 1412 685 1434</box>
notice-body: The following person(s) is (are) doing business as: RAZOR SALON & SPA, 903 LADONIA BLVD. #100, BELLFLOWER, CA 90706. Full name of registrant(s) is (are) JACQUELINE DIANNE REAGAN, 1509 S. CALIFORNIA ST., SAN GABRIEL, CA 91776. This Business is conducted by: AN INDIVIDUAL, Signed: JACQUELINE DIANNE REAGAN. Publish: Mountain Views News Dates Pub: April 09, 16, 23, 30, 2016 <box>929 177 1146 267</box>
legal-notice <box>469 1269 685 1405</box>
legal-notice <box>469 1533 685 1625</box>
notice-heading: FICTITIOUS BUSINESS NAME STATEMENT File No. 2016-081701 <box>468 1125 685 1147</box>
notice-body: The following person(s) FERRARO SOLUTIONS, INC., 1619 W GARVEY AVE NORTH STE 105, WEST COVINA, CA 91790 has abandoned the use of the fictitious business name: PUTTANESCA RESTAURANT, 1619 W. GARVEY AVE. NORTH STE 105, WEST COVINA, CA 91790. The business was conducted by: A CORPORATION. SIGNED: PRESIDENT. Publish: Mountain Views News Dates Pub: April 09, 16, 23, 30, 2016 <box>1159 596 1376 698</box>
notice-heading: FICTITIOUS BUSINESS NAME STATEMENT File No. 2016-078206 <box>1159 1419 1376 1441</box>
notice-body: The following person(s) is (are) doing business as: WEST COAST AUTO BODY, 1001 GARFIELD PL., SOUTH GATE, CA 90280. Full name of registrant(s) is (are) HERNANDEZ GIRON, 11001 GARFIELD PL., SOUTH GATE, CA 90280. This Business is conducted by: AN INDIVIDUAL, Signed: HERNANDEZ GIRON. <box>929 1241 1146 1309</box>
notice-body: The following person(s) is (are) doing business as: SIMPLE CONCRETE SOLUTIONS, 11025 LEFFINGWELL RD, WHITTIER, CA 90605. Full name of registrant(s) is (are) EFRAIN BAUTISTA, 11025 LEFFINGWELL RD., WHITTIER, CA 90605. This Business is conducted by: AN INDIVIDUAL, Signed: EFRAIN BAUTISTA. Publish: Mountain Views News Dates Pub: April 09, 16, 23, 30, 2016 <box>698 1212 916 1302</box>
page-number: 18 <box>10 0 61 55</box>
notice-body: The following person(s) is (are) doing business as: USA TOURS, 1605 W. OLYMPIC BLVD STE 906, L.A., CA 90015. Full name of registrant(s) is (are) CARLOS COLL, 1605 W OLYMPIC BLVD STE 906, L.A., CA 90015. This Business is conducted by: AN INDIVIDUAL, Signed: CARLOS COLL. Publish: Mountain Views News Dates Pub: April 09, 16, 23, 30, 2016 <box>929 792 1146 871</box>
legal-notice <box>238 332 454 515</box>
legal-notice <box>929 770 1145 872</box>
notice-heading: FICTITIOUS BUSINESS NAME STATEMENT File No. 2016-080699 <box>468 993 685 1015</box>
legal-notice <box>8 2261 224 2443</box>
notice-body: The following person(s) is (are) doing business as: JJH SALES, 12776 CASTINO AVE., DOWNEY, CA 90242. Full name of registrant(s) is (are) JENNIFER TRUJILLO-HOLGUIN, 12791 GLYNN AVE., DOWNEY, CA 90242. This Business is conducted by: AN INDIVIDUAL, Signed: JENNIFER TRUJILLO-HOLGUIN. This statement was filed with the County Clerk of Los Angeles County on 04/01/2016. Publish: Mountain Views News Dates Pub: April 09, 16, 23, 30, 2016 <box>468 1015 685 1117</box>
notice-body: The following person(s) is (are) doing business as: RECUSS SPEECH THERAPY, RECUSS THERAPY, 14600 PURCHE AVE, SUITE 700, HUNTINGTON DR. #336, ARCADIA, CA 91006. Full name of registrant(s) is (are) RECUSS SPEECH THERAPY, A PROFESSIONAL CORPORATION. This Business is conducted by: A CORPORATION. Signed: CHUNYAO YU. Publish: Mountain Views News Dates Pub: April 09, 16, 23, 30, 2016 <box>698 849 916 951</box>
notice-body: The following person(s) is (are) doing business as: ZYNAMITE NAILS/HAIR & SPA, 11670 SAN VICENTE BLVD. STE B, L.A., CA 90049. Mailing address: 11902 GOLDENWEST ST STE 217, WESTMINSTER, CA 92683. Full name of registrant(s) is (are) LTT BEAUTY SALON, INC., 11670 SAN VICENTE BLVD. STE B, L.A., CA 90049. This Business is conducted by: A CORPORATION, Signed: KAREN NGUYEN. This statement was filed with the County Clerk of Los Angeles County on 04/04/2016. The registrant(s) has (have) commenced to transact business under the fictitious business name or names listed above on N/A. NOTICE- This Fictitious Name Statement expires five years from the date it was filed in the office of the County Clerk. A new Fictitious Business Name Statement must be filed prior to that date. The filing of this statement does not of itself authorize the use in this state of a Fictitious Business Name in violation of the rights of another under Federal, State, or common law (see section 14411 et seq. Business and Professions Code)Publish: Mountain Views News Dates Pub: April 16, 23, 30, May 07, 2016 <box>8 1544 225 1783</box>
footer-address: 80 W Sierra Madre Blvd. No. 327 Sierra Madre, Ca. 91024 <box>188 2536 570 2574</box>
legal-notice <box>929 275 1145 389</box>
